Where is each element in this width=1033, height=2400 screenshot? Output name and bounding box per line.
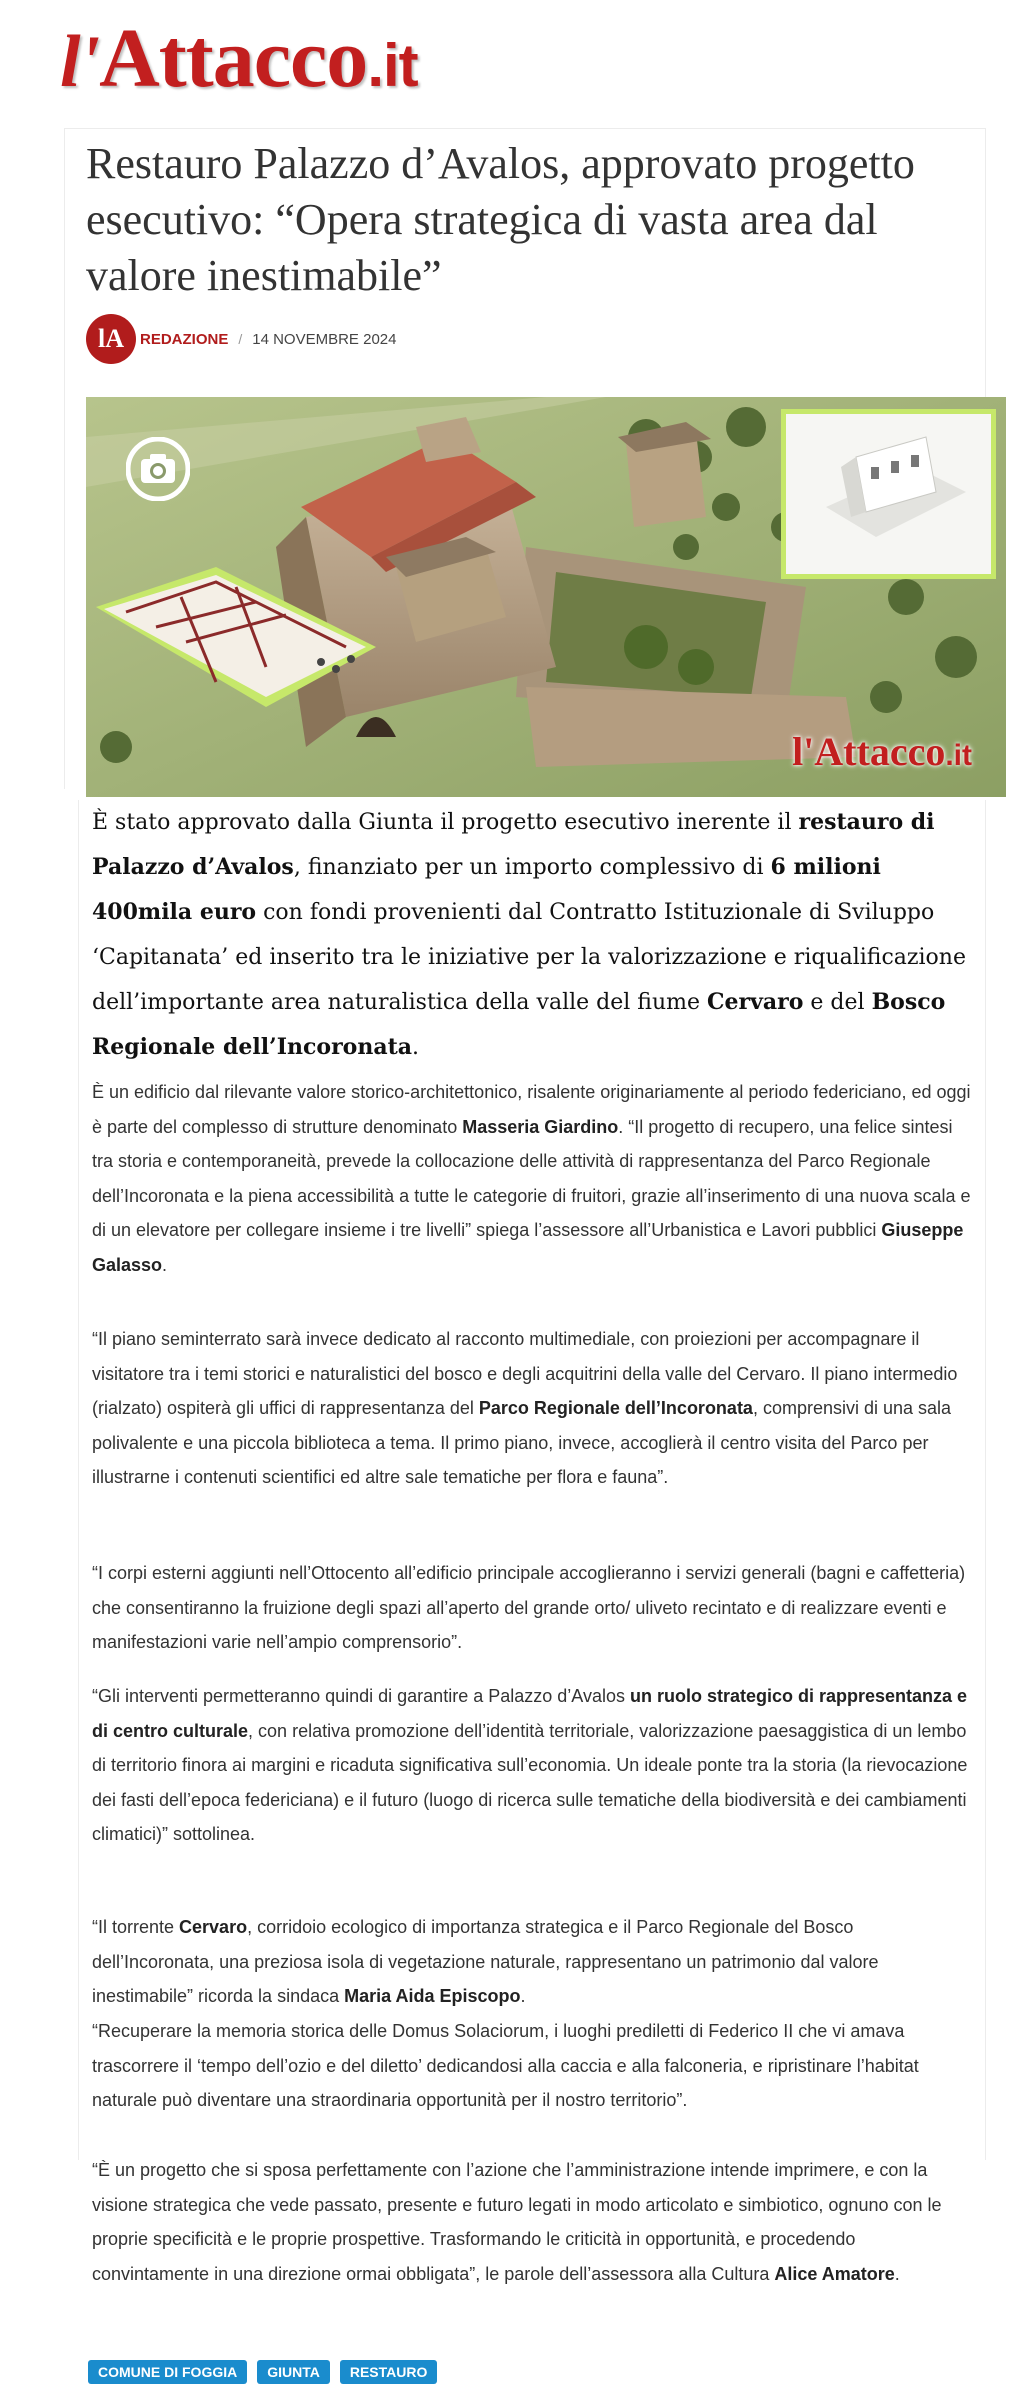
p1-bold-2: Giuseppe Galasso — [92, 1220, 964, 1275]
p2-bold-1: Parco Regionale dell’Incoronata — [478, 1398, 753, 1418]
body-paragraph-6: “Recuperare la memoria storica delle Domus Solaciorum, i luoghi prediletti di Federico II che vi amava trascorrere il ‘tempo dell’ozio e del diletto’ dedicandosi alla caccia e alla falconeria, e ripristinare l’habitat naturale può diventare una straordinaria opportunità per il nostro territorio”. — [92, 2021, 919, 2110]
byline-separator: / — [238, 331, 243, 347]
lead-bold-1: restauro di Palazzo d’Avalos — [92, 809, 935, 880]
body-paragraph-4 — [92, 1679, 972, 1852]
watermark-suffix: .it — [945, 739, 972, 772]
p2-text-2: , comprensivi di una sala polivalente e una piccola biblioteca a tema. Il primo piano, invece, accoglierà il centro visita del Parco per illustrarne i contenuti scientifici ed altre sale tematiche per flora e fauna”. — [92, 1398, 952, 1487]
logo-suffix: .it — [367, 32, 418, 99]
p5-text-1: “Il torrente — [92, 1917, 180, 1937]
body-paragraph-2 — [92, 1322, 972, 1495]
p4-text-1: “Gli interventi permetteranno quindi di garantire a Palazzo d’Avalos — [92, 1686, 630, 1706]
p1-text-1: È un edificio dal rilevante valore storico-architettonico, risalente originariamente al periodo federiciano, ed oggi è parte del complesso di strutture denominato — [92, 1082, 971, 1137]
lead-text-1: È stato approvato dalla Giunta il progetto esecutivo inerente il — [92, 810, 799, 835]
lead-text-4: e del — [803, 990, 872, 1015]
p5-text-3: . — [520, 1986, 526, 2006]
p1-bold-1: Masseria Giardino — [462, 1116, 619, 1137]
tag-comune-di-foggia[interactable]: COMUNE DI FOGGIA — [88, 2360, 247, 2384]
body-paragraph-3: “I corpi esterni aggiunti nell’Ottocento all’edificio principale accoglieranno i servizi generali (bagni e caffetteria) che consentiranno la fruizione degli spazi all’aperto del grande orto/ uliveto recintato e di realizzare eventi e manifestazioni varie nell’ampio comprensorio”. — [92, 1563, 966, 1652]
lead-bold-4: Bosco Regionale dell’Incoronata — [92, 989, 946, 1060]
author-link[interactable]: REDAZIONE — [140, 330, 229, 348]
lead-bold-3: Cervaro — [707, 989, 804, 1015]
logo-main: Attacco — [99, 12, 368, 105]
p7-text-1: “È un progetto che si sposa perfettamente con l’azione che l’amministrazione intende imprimere, e con la visione strategica che vede passato, presente e futuro legati in modo articolato e simbiotico, ognuno con le proprie specificità e le proprie prospettive. Trasformando le criticità in opportunità, e procedendo convintamente in una direzione ormai obbligata”, le parole dell’assessora alla Cultura — [92, 2160, 942, 2284]
watermark-main: l'Attacco — [792, 729, 946, 774]
p7-bold-1: Alice Amatore — [774, 2263, 895, 2284]
logo-prefix: l' — [60, 21, 100, 103]
tag-list — [88, 2360, 437, 2384]
hero-image[interactable] — [86, 397, 1006, 797]
p5-bold-1: Cervaro — [179, 1917, 248, 1937]
body-paragraph-1 — [92, 1075, 972, 1282]
tag-restauro[interactable]: RESTAURO — [340, 2360, 438, 2384]
tag-giunta[interactable]: GIUNTA — [257, 2360, 330, 2384]
logo-wordmark — [60, 14, 480, 111]
lead-bold-2: 6 milioni 400mila euro — [92, 854, 881, 925]
p4-text-2: , con relativa promozione dell’identità territoriale, valorizzazione paesaggistica di un lembo di territorio finora ai margini e ricaduta significativa sull’economia. Un ideale ponte tra la storia (la rievocazione dei fasti dell’epoca federiciana) e il futuro (luogo di ricerca sulle tematiche della biodiversità e dei cambiamenti climatici)” sottolinea. — [92, 1720, 968, 1844]
p2-text-1: “Il piano seminterrato sarà invece dedicato al racconto multimediale, con proiezioni per accompagnare il visitatore tra i temi storici e naturalistici del bosco e degli acquitrini della valle del Cervaro. Il piano intermedio (rialzato) ospiterà gli uffici di rappresentanza del — [92, 1329, 958, 1418]
article-title: Restauro Palazzo d’Avalos, approvato progetto esecutivo: “Opera strategica di vasta area dal valore inestimabile” — [86, 139, 915, 300]
p1-text-3: . — [162, 1254, 168, 1275]
p1-text-2: . “Il progetto di recupero, una felice sintesi tra storia e contemporaneità, prevede la collocazione delle attività di rappresentanza del Parco Regionale dell’Incoronata e la piena accessibilità a tutte le categorie di fruitori, grazie all’inserimento di una nuova scala e di un elevatore per collegare insieme i tre livelli” spiega l’assessore all’Urbanistica e Lavori pubblici — [92, 1116, 971, 1240]
lead-text-2: , finanziato per un importo complessivo di — [293, 855, 771, 880]
lead-text-5: . — [412, 1035, 419, 1060]
body-paragraph-7 — [92, 2153, 972, 2291]
lead-paragraph — [92, 800, 972, 1070]
publish-date: 14 NOVEMBRE 2024 — [252, 330, 397, 348]
body-paragraph-5 — [92, 1910, 972, 2014]
site-logo[interactable] — [60, 14, 480, 104]
byline — [86, 314, 396, 364]
author-avatar[interactable]: lA — [86, 314, 136, 364]
p5-bold-2: Maria Aida Episcopo — [344, 1986, 521, 2006]
p4-bold-1: un ruolo strategico di rappresentanza e di centro culturale — [92, 1686, 968, 1741]
p7-text-2: . — [894, 2263, 900, 2284]
camera-icon[interactable] — [126, 437, 190, 501]
p5-text-2: , corridoio ecologico di importanza strategica e il Parco Regionale del Bosco dell’Incoronata, una preziosa isola di vegetazione naturale, rappresentano un patrimonio dal valore inestimabile” ricorda la sindaca — [92, 1917, 879, 2006]
hero-watermark — [792, 728, 972, 775]
lead-text-3: con fondi provenienti dal Contratto Istituzionale di Sviluppo ‘Capitanata’ ed inserito tra le iniziative per la valorizzazione e riqualificazione dell’importante area naturalistica della valle del fiume — [92, 900, 966, 1015]
